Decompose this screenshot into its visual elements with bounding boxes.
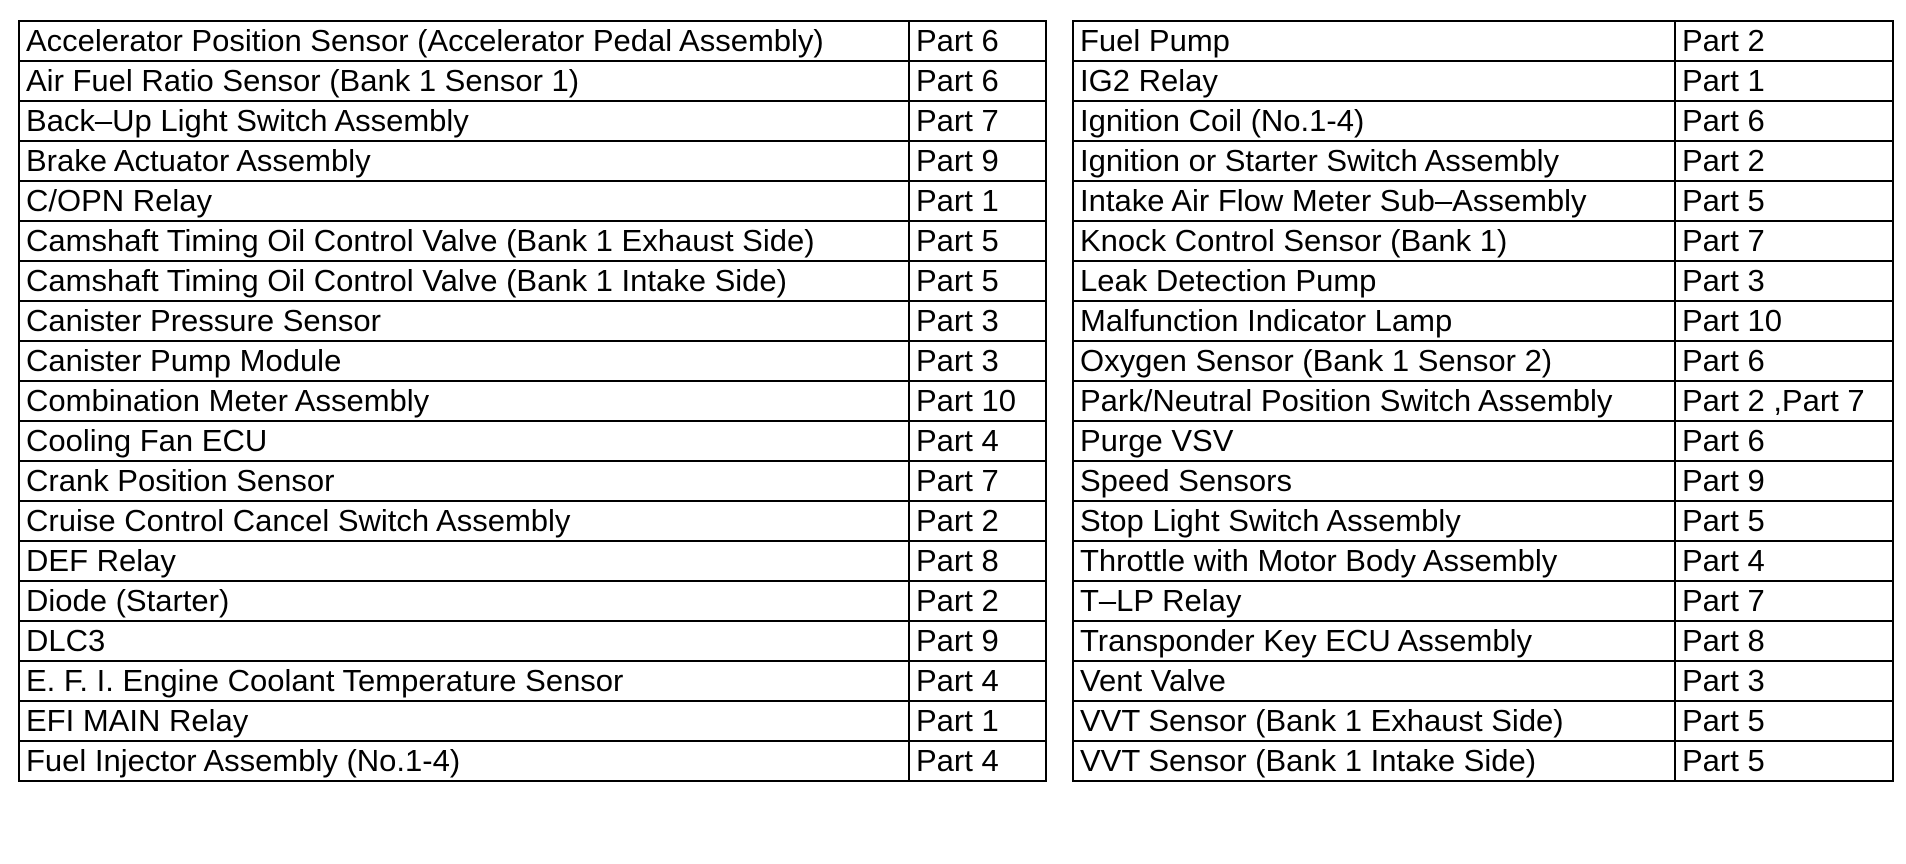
part-reference-cell: Part 1: [909, 181, 1046, 221]
table-row: [1073, 501, 1893, 541]
table-row: [1073, 381, 1893, 421]
table-row: [19, 501, 1046, 541]
part-reference-cell: Part 6: [1675, 101, 1893, 141]
component-name-cell: Oxygen Sensor (Bank 1 Sensor 2): [1073, 341, 1675, 381]
component-name-cell: DEF Relay: [19, 541, 909, 581]
component-name-cell: VVT Sensor (Bank 1 Exhaust Side): [1073, 701, 1675, 741]
part-reference-cell: Part 6: [909, 21, 1046, 61]
table-row: [19, 61, 1046, 101]
table-row: [19, 341, 1046, 381]
part-reference-cell: Part 6: [1675, 421, 1893, 461]
table-row: [19, 701, 1046, 741]
part-reference-cell: Part 3: [1675, 261, 1893, 301]
part-reference-cell: Part 2 ,Part 7: [1675, 381, 1893, 421]
component-name-cell: EFI MAIN Relay: [19, 701, 909, 741]
part-reference-cell: Part 5: [1675, 501, 1893, 541]
component-name-cell: Throttle with Motor Body Assembly: [1073, 541, 1675, 581]
component-name-cell: Intake Air Flow Meter Sub–Assembly: [1073, 181, 1675, 221]
part-reference-cell: Part 2: [1675, 141, 1893, 181]
table-row: [19, 421, 1046, 461]
table-row: [1073, 581, 1893, 621]
table-row: [1073, 181, 1893, 221]
part-reference-cell: Part 5: [909, 221, 1046, 261]
part-reference-cell: Part 4: [909, 741, 1046, 781]
component-name-cell: Vent Valve: [1073, 661, 1675, 701]
component-name-cell: DLC3: [19, 621, 909, 661]
component-name-cell: Crank Position Sensor: [19, 461, 909, 501]
component-name-cell: Diode (Starter): [19, 581, 909, 621]
table-row: [19, 101, 1046, 141]
table-row: [1073, 101, 1893, 141]
part-reference-cell: Part 3: [909, 301, 1046, 341]
part-reference-cell: Part 10: [1675, 301, 1893, 341]
table-row: [19, 21, 1046, 61]
table-row: [19, 621, 1046, 661]
table-row: [1073, 61, 1893, 101]
component-name-cell: Canister Pressure Sensor: [19, 301, 909, 341]
component-name-cell: IG2 Relay: [1073, 61, 1675, 101]
table-row: [1073, 541, 1893, 581]
part-reference-cell: Part 2: [1675, 21, 1893, 61]
part-reference-cell: Part 9: [1675, 461, 1893, 501]
table-row: [1073, 421, 1893, 461]
component-name-cell: Transponder Key ECU Assembly: [1073, 621, 1675, 661]
component-name-cell: Back–Up Light Switch Assembly: [19, 101, 909, 141]
part-reference-cell: Part 8: [909, 541, 1046, 581]
component-name-cell: Camshaft Timing Oil Control Valve (Bank 1 Intake Side): [19, 261, 909, 301]
table-row: [19, 141, 1046, 181]
part-reference-cell: Part 4: [909, 421, 1046, 461]
component-name-cell: Canister Pump Module: [19, 341, 909, 381]
component-name-cell: Leak Detection Pump: [1073, 261, 1675, 301]
part-reference-cell: Part 5: [1675, 181, 1893, 221]
table-row: [19, 301, 1046, 341]
table-row: [1073, 701, 1893, 741]
component-name-cell: Stop Light Switch Assembly: [1073, 501, 1675, 541]
part-reference-cell: Part 5: [1675, 741, 1893, 781]
component-name-cell: Speed Sensors: [1073, 461, 1675, 501]
component-name-cell: Cruise Control Cancel Switch Assembly: [19, 501, 909, 541]
table-row: [1073, 21, 1893, 61]
part-reference-cell: Part 9: [909, 621, 1046, 661]
table-row: [1073, 341, 1893, 381]
part-reference-cell: Part 5: [909, 261, 1046, 301]
table-row: [1073, 301, 1893, 341]
component-name-cell: Park/Neutral Position Switch Assembly: [1073, 381, 1675, 421]
table-left-body: [19, 21, 1046, 781]
part-reference-cell: Part 9: [909, 141, 1046, 181]
component-name-cell: Malfunction Indicator Lamp: [1073, 301, 1675, 341]
component-name-cell: Accelerator Position Sensor (Accelerator Pedal Assembly): [19, 21, 909, 61]
component-name-cell: VVT Sensor (Bank 1 Intake Side): [1073, 741, 1675, 781]
component-name-cell: Combination Meter Assembly: [19, 381, 909, 421]
component-name-cell: Ignition Coil (No.1-4): [1073, 101, 1675, 141]
component-name-cell: T–LP Relay: [1073, 581, 1675, 621]
component-name-cell: Camshaft Timing Oil Control Valve (Bank 1 Exhaust Side): [19, 221, 909, 261]
part-reference-cell: Part 7: [909, 461, 1046, 501]
component-name-cell: E. F. I. Engine Coolant Temperature Sensor: [19, 661, 909, 701]
part-reference-cell: Part 5: [1675, 701, 1893, 741]
part-reference-cell: Part 4: [1675, 541, 1893, 581]
table-row: [19, 261, 1046, 301]
component-name-cell: C/OPN Relay: [19, 181, 909, 221]
component-name-cell: Air Fuel Ratio Sensor (Bank 1 Sensor 1): [19, 61, 909, 101]
table-row: [19, 741, 1046, 781]
part-reference-cell: Part 4: [909, 661, 1046, 701]
component-index-table-right: [1072, 20, 1894, 782]
part-reference-cell: Part 1: [909, 701, 1046, 741]
part-reference-cell: Part 7: [1675, 221, 1893, 261]
table-row: [19, 581, 1046, 621]
part-reference-cell: Part 2: [909, 581, 1046, 621]
table-row: [19, 661, 1046, 701]
component-name-cell: Fuel Pump: [1073, 21, 1675, 61]
part-reference-cell: Part 2: [909, 501, 1046, 541]
table-row: [1073, 461, 1893, 501]
table-row: [19, 461, 1046, 501]
part-reference-cell: Part 7: [909, 101, 1046, 141]
table-row: [19, 381, 1046, 421]
table-row: [1073, 141, 1893, 181]
component-name-cell: Ignition or Starter Switch Assembly: [1073, 141, 1675, 181]
table-row: [1073, 661, 1893, 701]
part-reference-cell: Part 8: [1675, 621, 1893, 661]
table-row: [19, 181, 1046, 221]
component-name-cell: Knock Control Sensor (Bank 1): [1073, 221, 1675, 261]
part-reference-cell: Part 6: [1675, 341, 1893, 381]
part-reference-cell: Part 6: [909, 61, 1046, 101]
part-reference-cell: Part 3: [909, 341, 1046, 381]
part-reference-cell: Part 3: [1675, 661, 1893, 701]
component-index-table-left: [18, 20, 1047, 782]
table-right-body: [1073, 21, 1893, 781]
part-reference-cell: Part 10: [909, 381, 1046, 421]
part-reference-cell: Part 1: [1675, 61, 1893, 101]
component-name-cell: Cooling Fan ECU: [19, 421, 909, 461]
component-name-cell: Purge VSV: [1073, 421, 1675, 461]
part-reference-cell: Part 7: [1675, 581, 1893, 621]
component-name-cell: Fuel Injector Assembly (No.1-4): [19, 741, 909, 781]
component-name-cell: Brake Actuator Assembly: [19, 141, 909, 181]
table-row: [1073, 741, 1893, 781]
table-row: [19, 541, 1046, 581]
table-row: [19, 221, 1046, 261]
table-row: [1073, 221, 1893, 261]
table-row: [1073, 621, 1893, 661]
table-row: [1073, 261, 1893, 301]
